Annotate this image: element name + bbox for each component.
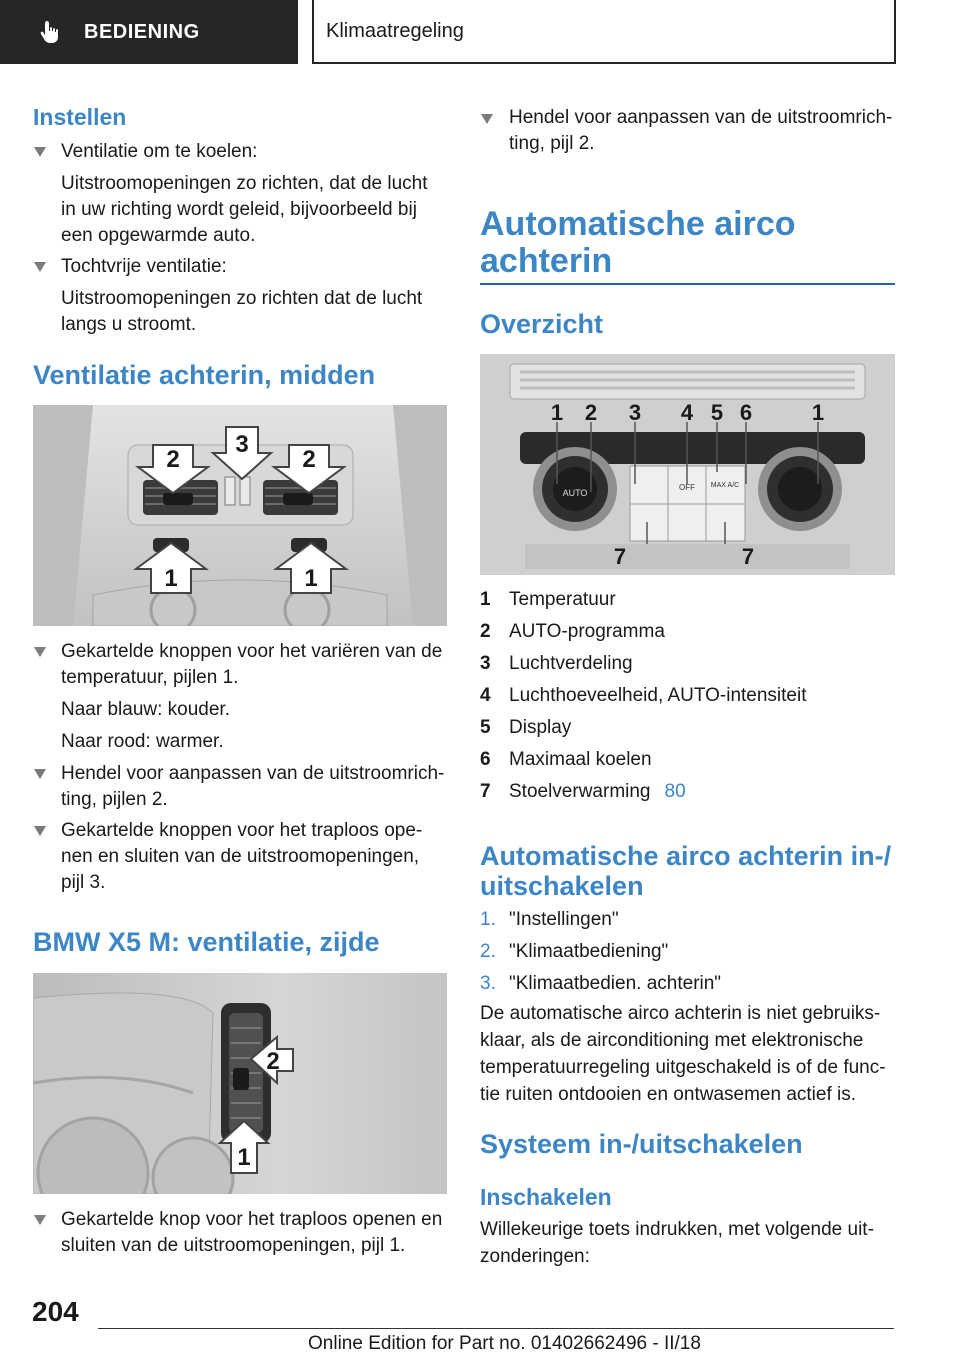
inuit-heading-line-2: uitschakelen: [480, 871, 644, 901]
ventilatie-heading: Ventilatie achterin, midden: [33, 360, 376, 390]
legend-text: Maximaal koelen: [509, 749, 652, 770]
legend-text: Luchtverdeling: [509, 653, 633, 674]
img2-label: 2: [266, 1048, 280, 1075]
legend-num: 5: [480, 717, 491, 738]
heading-rule: [480, 283, 895, 285]
step-num: 2.: [480, 941, 496, 962]
right-top-item-line-2: ting, pijl 2.: [509, 133, 595, 154]
section-tab: [0, 0, 298, 64]
instellen-item-1-sub-1: Uitstroomopeningen zo richten, dat de lucht: [61, 173, 428, 194]
main-heading-line-2: achterin: [480, 242, 613, 280]
legend-text: AUTO-programma: [509, 621, 665, 642]
step-text: "Klimaatbedien. achterin": [509, 973, 722, 994]
rear-climate-panel-image: [480, 354, 895, 575]
overzicht-heading: Overzicht: [480, 309, 604, 339]
legend-text: Stoelverwarming: [509, 781, 651, 802]
inschakelen-heading: Inschakelen: [480, 1184, 612, 1210]
legend-num: 2: [480, 621, 491, 642]
img3-label: 2: [584, 400, 598, 425]
img3-label: 1: [550, 400, 564, 425]
instellen-item-2-sub-1: Uitstroomopeningen zo richten dat de lucht: [61, 288, 423, 309]
legend-num: 4: [480, 685, 491, 706]
img1-label: 1: [164, 565, 178, 592]
bullet-triangle-icon: [34, 262, 46, 272]
note-line-1: De automatische airco achterin is niet gebruiks-: [480, 1003, 881, 1024]
img1-label: 2: [166, 446, 180, 473]
step-num: 1.: [480, 909, 496, 930]
legend-num: 3: [480, 653, 491, 674]
inuit-heading-line-1: Automatische airco achterin in-/: [480, 841, 892, 871]
main-heading-line-1: Automatische airco: [480, 205, 796, 243]
bullet-triangle-icon: [34, 769, 46, 779]
footer-edition: Online Edition for Part no. 01402662496 - II/18: [308, 1333, 701, 1354]
step-num: 3.: [480, 973, 496, 994]
bullet-triangle-icon: [481, 114, 493, 124]
x5m-item-1-line-2: sluiten van de uitstroomopeningen, pijl 1.: [61, 1235, 406, 1256]
section-title: BEDIENING: [84, 20, 200, 43]
instellen-item-2-sub-2: langs u stroomt.: [61, 314, 197, 335]
legend-text: Display: [509, 717, 572, 738]
img3-button-label: OFF: [679, 483, 695, 492]
inschakelen-text-line-2: zonderingen:: [480, 1246, 590, 1267]
legend-num: 7: [480, 781, 491, 802]
legend-text: Luchthoeveelheid, AUTO-intensiteit: [509, 685, 807, 706]
ventilatie-item-1-sub-1: Naar blauw: kouder.: [61, 699, 230, 720]
ventilatie-item-3-line-3: pijl 3.: [61, 872, 106, 893]
step-text: "Instellingen": [509, 909, 619, 930]
instellen-item-2: Tochtvrije ventilatie:: [61, 256, 227, 277]
ventilatie-item-3-line-1: Gekartelde knoppen voor het traploos ope-: [61, 820, 423, 841]
img3-label: 6: [739, 400, 753, 425]
img3-label: 1: [811, 400, 825, 425]
ventilatie-item-3-line-2: nen en sluiten van de uitstroomopeningen,: [61, 846, 420, 867]
ventilatie-item-1-line-1: Gekartelde knoppen voor het variëren van de: [61, 641, 443, 662]
step-text: "Klimaatbediening": [509, 941, 669, 962]
ventilatie-item-2-line-1: Hendel voor aanpassen van de uitstroomrich-: [61, 763, 445, 784]
right-top-item-line-1: Hendel voor aanpassen van de uitstroomrich-: [509, 107, 893, 128]
bullet-triangle-icon: [34, 1215, 46, 1225]
note-line-2: klaar, als de airconditioning met elektronische: [480, 1030, 864, 1051]
footer-rule: [98, 1328, 894, 1329]
x5m-heading: BMW X5 M: ventilatie, zijde: [33, 927, 380, 957]
bullet-triangle-icon: [34, 647, 46, 657]
x5m-item-1-line-1: Gekartelde knop voor het traploos openen en: [61, 1209, 443, 1230]
img3-button-label: AUTO: [562, 488, 588, 498]
instellen-item-1: Ventilatie om te koelen:: [61, 141, 258, 162]
legend-num: 6: [480, 749, 491, 770]
chapter-title: Klimaatregeling: [312, 0, 896, 64]
rear-center-vents-image: [33, 405, 447, 626]
ventilatie-item-2-line-2: ting, pijlen 2.: [61, 789, 168, 810]
note-line-4: tie ruiten ontdooien en ontwasemen actief is.: [480, 1084, 857, 1105]
img1-label: 3: [235, 431, 249, 458]
img2-label: 1: [237, 1144, 251, 1171]
img3-label: 4: [680, 400, 694, 425]
hand-pointer-icon: [38, 19, 64, 45]
systeem-heading: Systeem in-/uitschakelen: [480, 1129, 803, 1159]
ventilatie-item-1-line-2: temperatuur, pijlen 1.: [61, 667, 239, 688]
img3-label: 3: [628, 400, 642, 425]
instellen-item-1-sub-2: in uw richting wordt geleid, bijvoorbeeld bij: [61, 199, 417, 220]
legend-text: Temperatuur: [509, 589, 616, 610]
bullet-triangle-icon: [34, 147, 46, 157]
page-reference-link[interactable]: 80: [664, 781, 686, 802]
side-vent-image: [33, 973, 447, 1194]
legend-num: 1: [480, 589, 491, 610]
img3-button-label: MAX A/C: [710, 482, 740, 489]
page-number: 204: [32, 1296, 79, 1327]
img3-label: 7: [741, 544, 755, 569]
instellen-heading: Instellen: [33, 104, 127, 130]
legend-item-7: [509, 781, 686, 803]
ventilatie-item-1-sub-2: Naar rood: warmer.: [61, 731, 224, 752]
inschakelen-text-line-1: Willekeurige toets indrukken, met volgende uit-: [480, 1219, 874, 1240]
img1-label: 1: [304, 565, 318, 592]
img3-label: 5: [710, 400, 724, 425]
note-line-3: temperatuurregeling uitgeschakeld is of de func-: [480, 1057, 886, 1078]
bullet-triangle-icon: [34, 826, 46, 836]
instellen-item-1-sub-3: een opgewarmde auto.: [61, 225, 256, 246]
img1-label: 2: [302, 446, 316, 473]
img3-label: 7: [613, 544, 627, 569]
